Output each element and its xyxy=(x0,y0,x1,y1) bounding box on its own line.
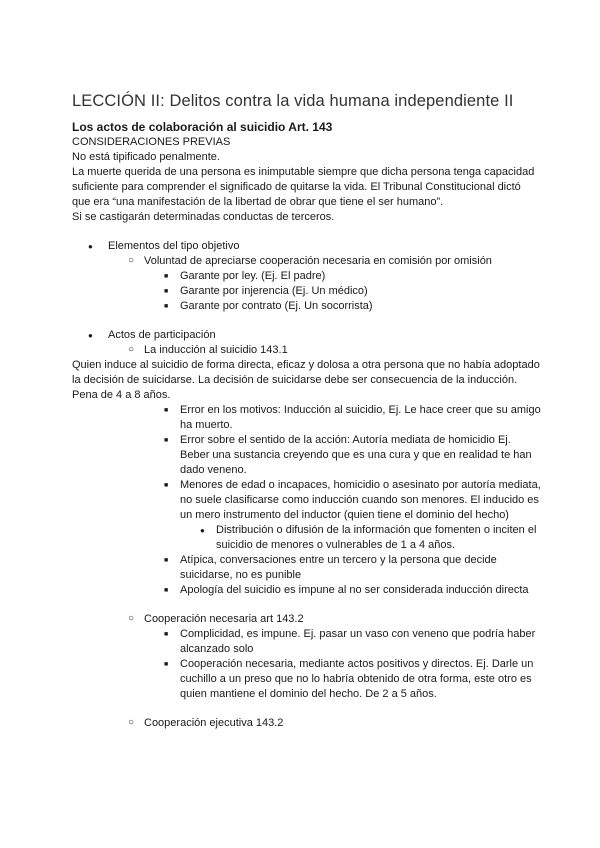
intro-label: CONSIDERACIONES PREVIAS xyxy=(72,136,231,148)
actos-list xyxy=(72,328,542,358)
document-page xyxy=(72,92,542,731)
list-item: ■ Menores de edad o incapaces, homicidio o asesinato por autoría mediata, no suele clasificarse como inducción cuando son menores. El inducido es un mero instrumento del inductor (quien tiene el dominio del hecho) xyxy=(72,478,542,523)
list-item-elementos: ● Elementos del tipo objetivo xyxy=(72,239,542,254)
list-item-ejecutiva: ○ Cooperación ejecutiva 143.2 xyxy=(72,716,542,731)
list-item: ■ Cooperación necesaria, mediante actos positivos y directos. Ej. Darle un cuchillo a un preso que no lo habría obtenido de otra forma, este otro es quien mantiene el dominio del hecho. De 2 a 5 años. xyxy=(72,657,542,702)
intro-line: No está tipificado penalmente. xyxy=(72,151,220,163)
ejecutiva-list xyxy=(72,716,542,731)
list-item: ■ Apología del suicidio es impune al no ser considerada inducción directa xyxy=(72,583,542,598)
elementos-list xyxy=(72,239,542,314)
induccion-description: Quien induce al suicidio de forma directa, eficaz y dolosa a otra persona que no había adoptado la decisión de suicidarse. La decisión de suicidarse debe ser consecuencia de la inducción. Pena de 4 a 8 años. xyxy=(72,359,540,401)
intro-line: Si se castigarán determinadas conductas de terceros. xyxy=(72,211,335,223)
list-item: ■ Garante por injerencia (Ej. Un médico) xyxy=(72,284,542,299)
induccion-list xyxy=(72,403,542,598)
cooperacion-list xyxy=(72,612,542,702)
list-item: ■ Error sobre el sentido de la acción: Autoría mediata de homicidio Ej. Beber una sustancia creyendo que es una cura y que en realidad te han dado veneno. xyxy=(72,433,542,478)
list-item: ● Distribución o difusión de la información que fomenten o inciten el suicidio de menores o vulnerables de 1 a 4 años. xyxy=(72,523,542,553)
list-item: ■ Garante por ley. (Ej. El padre) xyxy=(72,269,542,284)
intro-paragraph: La muerte querida de una persona es inimputable siempre que dicha persona tenga capacidad suficiente para comprender el significado de quitarse la vida. El Tribunal Constitucional dictó que era “una manifestación de la libertad de obrar que tiene el ser humano”. xyxy=(72,166,535,208)
list-item-cooperacion: ○ Cooperación necesaria art 143.2 xyxy=(72,612,542,627)
list-item-induccion: ○ La inducción al suicidio 143.1 xyxy=(72,343,542,358)
list-item: ■ Atípica, conversaciones entre un tercero y la persona que decide suicidarse, no es punible xyxy=(72,553,542,583)
list-item: ■ Complicidad, es impune. Ej. pasar un vaso con veneno que podría haber alcanzado solo xyxy=(72,627,542,657)
section-heading: Los actos de colaboración al suicidio Art. 143 xyxy=(72,120,333,134)
list-item-actos: ● Actos de participación xyxy=(72,328,542,343)
page-title: LECCIÓN II: Delitos contra la vida humana independiente II xyxy=(72,92,514,110)
list-item-voluntad: ○ Voluntad de apreciarse cooperación necesaria en comisión por omisión xyxy=(72,254,542,269)
list-item: ■ Garante por contrato (Ej. Un socorrista) xyxy=(72,299,542,314)
list-item: ■ Error en los motivos: Inducción al suicidio, Ej. Le hace creer que su amigo ha muerto. xyxy=(72,403,542,433)
